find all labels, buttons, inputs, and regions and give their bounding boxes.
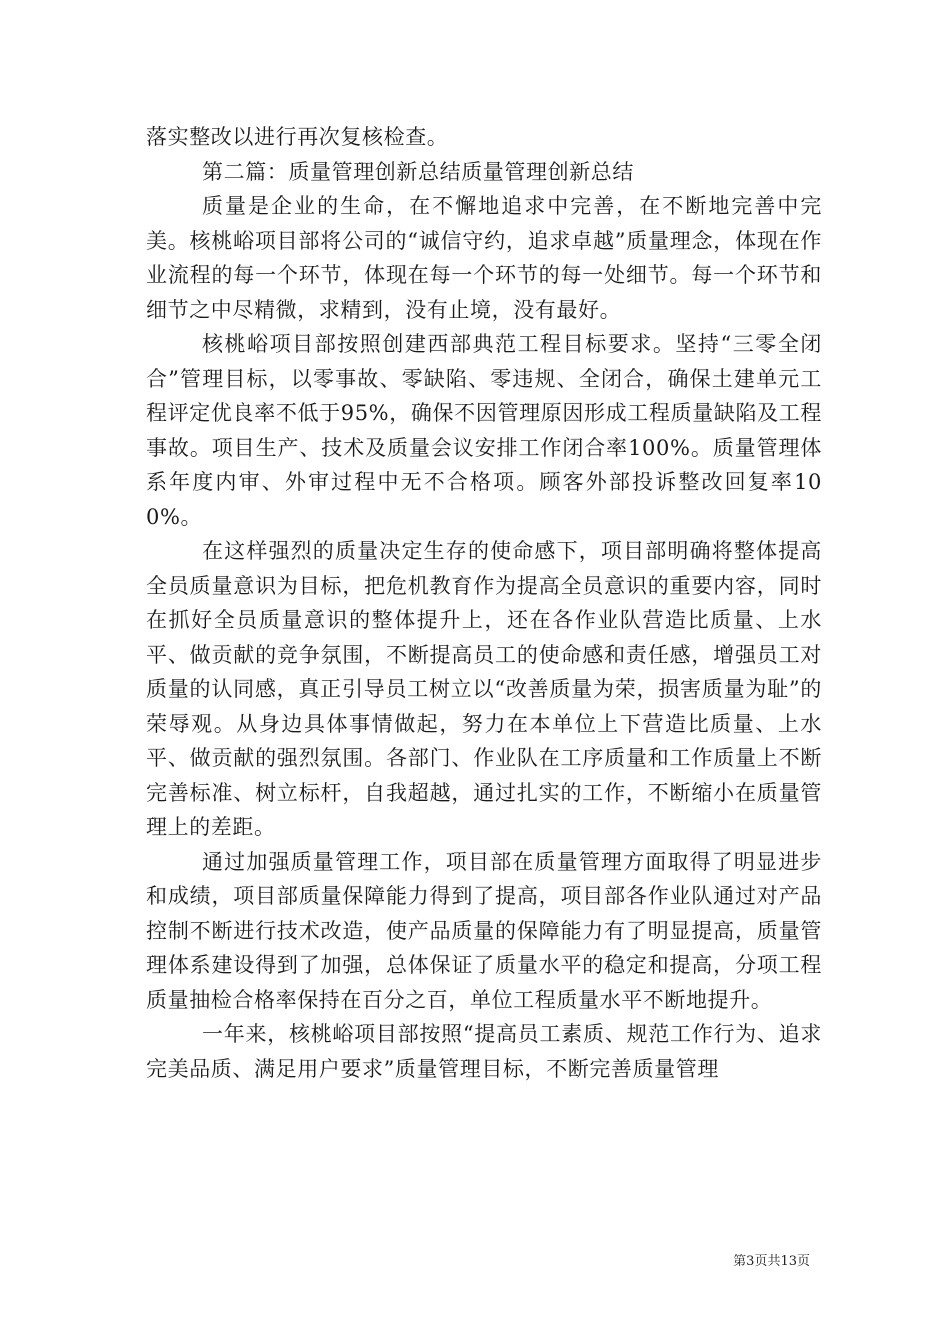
paragraph: 通过加强质量管理工作，项目部在质量管理方面取得了明显进步和成绩，项目部质量保障能力得到了提高，项目部各作业队通过对产品控制不断进行技术改造，使产品质量的保障能力有了明显提高，质量管理体系建设得到了加强，总体保证了质量水平的稳定和提高，分项工程质量抽检合格率保持在百分之百，单位工程质量水平不断地提升。 <box>146 849 822 1012</box>
paragraph-continuation: 落实整改以进行再次复核检查。 <box>146 125 449 149</box>
paragraph: 质量是企业的生命，在不懈地追求中完善，在不断地完善中完美。核桃峪项目部将公司的“诚信守约，追求卓越”质量理念，体现在作业流程的每一个环节，体现在每一个环节的每一处细节。每一个环节和细节之中尽精微，求精到，没有止境，没有最好。 <box>146 194 822 322</box>
paragraph: 在这样强烈的质量决定生存的使命感下，项目部明确将整体提高全员质量意识为目标，把危机教育作为提高全员意识的重要内容，同时在抓好全员质量意识的整体提升上，还在各作业队营造比质量、上水平、做贡献的竞争氛围，不断提高员工的使命感和责任感，增强员工对质量的认同感，真正引导员工树立以“改善质量为荣，损害质量为耻”的荣辱观。从身边具体事情做起，努力在本单位上下营造比质量、上水平、做贡献的强烈氛围。各部门、作业队在工序质量和工作质量上不断完善标准、树立标杆，自我超越，通过扎实的工作，不断缩小在质量管理上的差距。 <box>146 539 822 839</box>
section-heading: 第二篇：质量管理创新总结质量管理创新总结 <box>202 159 634 184</box>
paragraph: 核桃峪项目部按照创建西部典范工程目标要求。坚持“三零全闭合”管理目标，以零事故、零缺陷、零违规、全闭合，确保土建单元工程评定优良率不低于95%，确保不因管理原因形成工程质量缺陷及工程事故。项目生产、技术及质量会议安排工作闭合率100%。质量管理体系年度内审、外审过程中无不合格项。顾客外部投诉整改回复率100%。 <box>146 332 822 529</box>
document-body <box>146 120 822 1086</box>
page-number: 第3页共13页 <box>733 1254 810 1269</box>
paragraph: 一年来，核桃峪项目部按照“提高员工素质、规范工作行为、追求完美品质、满足用户要求”质量管理目标，不断完善质量管理 <box>146 1022 822 1081</box>
